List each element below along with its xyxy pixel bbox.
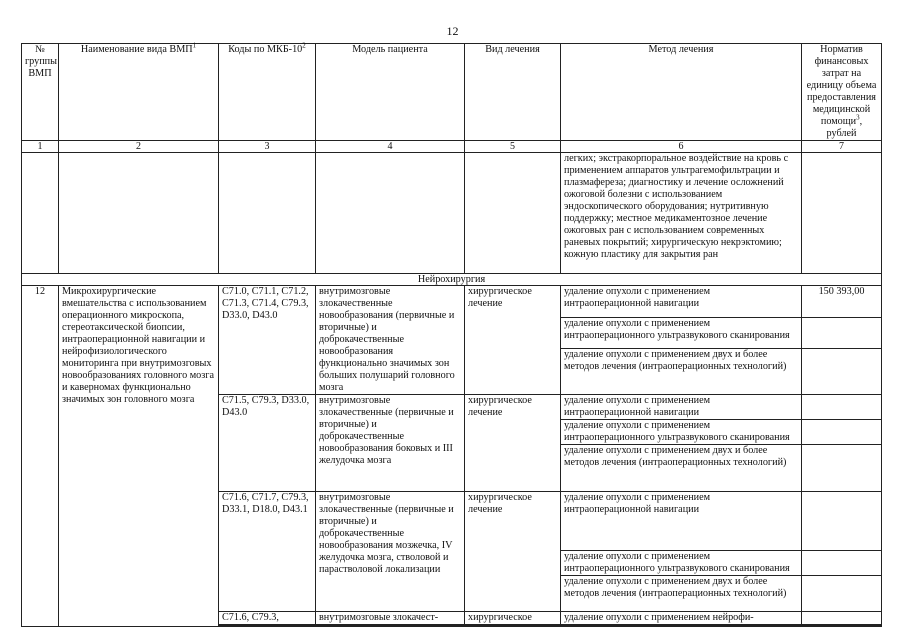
column-number: 4 (316, 141, 465, 153)
treatment-method: удаление опухоли с применением нейрофи- (561, 612, 802, 625)
vmp-table (21, 43, 882, 627)
continuation-method: легких; экстракорпоральное воздействие на кровь с применением аппаратов ультрагемофильтрации и плазмафереза; диагностику и лечение осложнений ожоговой болезни с использованием эндоскопического оборудования; нутритивную поддержку; местное медикаментозное лечение ожоговых ран с использованием современных раневых покрытий; хирургическую некрэктомию; кожную пластику для закрытия ран (561, 153, 802, 274)
table-row (22, 286, 882, 318)
treatment-method: удаление опухоли с применением интраоперационного ультразвукового сканирования (561, 317, 802, 349)
icd-codes: C71.6, C71.7, C79.3, D33.1, D18.0, D43.1 (219, 492, 316, 612)
section-title: Нейрохирургия (22, 274, 882, 286)
treatment-type: хирургическое лечение (465, 395, 561, 492)
treatment-method: удаление опухоли с применением двух и более методов лечения (интраоперационных технологий) (561, 445, 802, 492)
group-number: 12 (22, 286, 59, 627)
header-vmp-name: Наименование вида ВМП$^1$ (59, 44, 219, 141)
patient-model: внутримозговые злокачест- (316, 612, 465, 625)
treatment-method: удаление опухоли с применением интраоперационного ультразвукового сканирования (561, 420, 802, 445)
column-number: 3 (219, 141, 316, 153)
treatment-method: удаление опухоли с применением интраоперационной навигации (561, 492, 802, 551)
header-patient-model: Модель пациента (316, 44, 465, 141)
treatment-method: удаление опухоли с применением двух и более методов лечения (интраоперационных технологий) (561, 576, 802, 612)
icd-codes: C71.6, C79.3, (219, 612, 316, 625)
column-number: 6 (561, 141, 802, 153)
continuation-row (22, 153, 882, 274)
section-row (22, 274, 882, 286)
header-group-number: № группы ВМП (22, 44, 59, 141)
treatment-method: удаление опухоли с применением интраоперационной навигации (561, 395, 802, 420)
header-treatment-type: Вид лечения (465, 44, 561, 141)
patient-model: внутримозговые злокачественные (первичные и вторичные) и доброкачественные новообразования мозжечка, IV желудочка мозга, стволовой и парастволовой локализации (316, 492, 465, 612)
treatment-type: хирургическое лечение (465, 286, 561, 395)
treatment-method: удаление опухоли с применением интраоперационного ультразвукового сканирования (561, 551, 802, 576)
icd-codes: C71.0, C71.1, C71.2, C71.3, C71.4, C79.3, D33.0, D43.0 (219, 286, 316, 395)
header-cost-standard: Норматив финансовых затрат на единицу объема предоставления медицинской помощи$^3$, рублей (802, 44, 882, 141)
patient-model: внутримозговые злокачественные новообразования (первичные и вторичные) и доброкачественные новообразования функционально значимых зон больших полушарий головного мозга (316, 286, 465, 395)
column-numbers-row (22, 141, 882, 153)
treatment-method: удаление опухоли с применением двух и более методов лечения (интраоперационных технологий) (561, 349, 802, 395)
column-number: 1 (22, 141, 59, 153)
patient-model: внутримозговые злокачественные (первичные и вторичные) и доброкачественные новообразования боковых и III желудочка мозга (316, 395, 465, 492)
page-number: 12 (446, 24, 459, 38)
treatment-method: удаление опухоли с применением интраоперационной навигации (561, 286, 802, 318)
column-number: 5 (465, 141, 561, 153)
header-row (22, 44, 882, 141)
cost-value: 150 393,00 (802, 286, 882, 318)
header-treatment-method: Метод лечения (561, 44, 802, 141)
column-number: 2 (59, 141, 219, 153)
column-number: 7 (802, 141, 882, 153)
header-icd-codes: Коды по МКБ-$10^2$ (219, 44, 316, 141)
treatment-type: хирургическое (465, 612, 561, 625)
icd-codes: C71.5, C79.3, D33.0, D43.0 (219, 395, 316, 492)
treatment-type: хирургическое лечение (465, 492, 561, 612)
vmp-name: Микрохирургические вмешательства с использованием операционного микроскопа, стереотаксической биопсии, интраоперационной навигации и нейрофизиологического мониторинга при внутримозговых новообразованиях головного мозга и каверномах функционально значимых зон головного мозга (59, 286, 219, 627)
